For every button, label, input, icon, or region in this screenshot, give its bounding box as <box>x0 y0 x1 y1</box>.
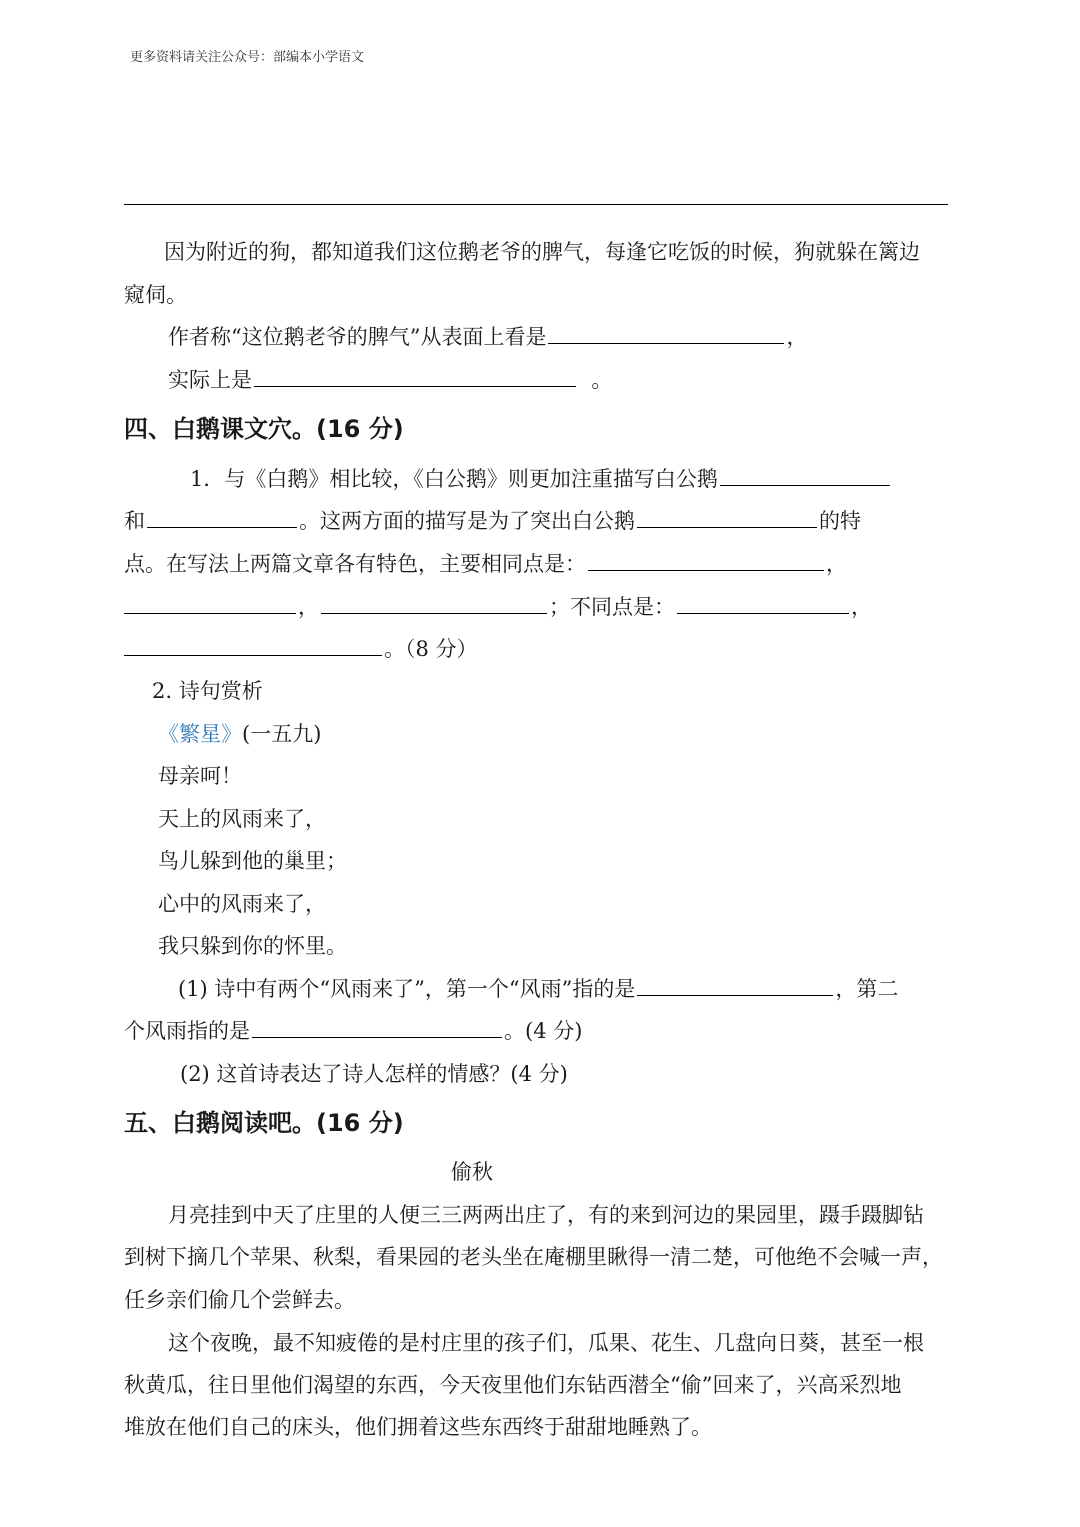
poem-title-link[interactable]: 《繁星》 <box>158 722 242 746</box>
s4-q1-line4 <box>124 593 872 621</box>
question-text: (1) 诗中有两个“风雨来了”，第一个“风雨”指的是 <box>178 977 636 1001</box>
story-line: 任乡亲们偷几个尝鲜去。 <box>124 1288 355 1312</box>
score-note: 。（8 分） <box>384 637 478 661</box>
s4-q1-line1 <box>190 465 892 493</box>
s4-q1-line3 <box>124 550 847 578</box>
s4-sub2: (2) 这首诗表达了诗人怎样的情感？(4 分) <box>180 1062 568 1086</box>
question-text: 。这两方面的描写是为了突出白公鹅 <box>299 509 635 533</box>
poem-line: 鸟儿躲到他的巢里； <box>158 849 347 873</box>
story-line: 月亮挂到中天了庄里的人便三三两两出庄了，有的来到河边的果园里，蹑手蹑脚钻 <box>168 1203 924 1227</box>
question-text: ；不同点是： <box>549 595 675 619</box>
answer-blank[interactable] <box>321 595 547 614</box>
prior-question-line2 <box>168 366 612 394</box>
question-text: 点。在写法上两篇文章各有特色，主要相同点是： <box>124 552 586 576</box>
poem-line: 母亲呵！ <box>158 764 242 788</box>
story-line: 到树下摘几个苹果、秋梨，看果园的老头坐在庵棚里瞅得一清二楚，可他绝不会喊一声， <box>124 1245 943 1269</box>
page-header: 更多资料请关注公众号：部编本小学语文 <box>130 50 365 65</box>
section-4-title: 四、白鹅课文穴。(16 分) <box>124 415 404 443</box>
punct: ， <box>851 595 872 619</box>
prior-paragraph-line2: 窥伺。 <box>124 283 187 307</box>
punct: ， <box>826 552 847 576</box>
punct: 。 <box>591 368 613 392</box>
answer-blank[interactable] <box>637 509 817 528</box>
question-text: 作者称“这位鹅老爷的脾气”从表面上看是 <box>168 325 547 349</box>
s4-sub1-line1 <box>178 975 898 1003</box>
score-note: 。(4 分) <box>504 1019 583 1043</box>
story-line: 堆放在他们自己的床头，他们拥着这些东西终于甜甜地睡熟了。 <box>124 1415 712 1439</box>
answer-blank[interactable] <box>124 595 296 614</box>
story-line: 这个夜晚，最不知疲倦的是村庄里的孩子们，瓜果、花生、几盘向日葵，甚至一根 <box>168 1331 924 1355</box>
story-title: 偷秋 <box>451 1160 493 1184</box>
question-text: 个风雨指的是 <box>124 1019 250 1043</box>
answer-blank[interactable] <box>252 1019 502 1038</box>
answer-blank[interactable] <box>720 467 890 486</box>
poem-line: 心中的风雨来了， <box>158 892 326 916</box>
section-5-title: 五、白鹅阅读吧。(16 分) <box>124 1109 404 1137</box>
poem-number: (一五九) <box>242 722 322 746</box>
answer-rule-line <box>124 204 948 205</box>
prior-question-line1 <box>168 323 807 351</box>
punct: ， <box>786 325 808 349</box>
s4-q1-line2 <box>124 507 861 535</box>
answer-blank[interactable] <box>548 325 784 344</box>
question-text: 1．与《白鹅》相比较，《白公鹅》则更加注重描写白公鹅 <box>190 467 718 491</box>
question-text: 实际上是 <box>168 368 252 392</box>
answer-blank[interactable] <box>147 509 297 528</box>
prior-paragraph-line1: 因为附近的狗，都知道我们这位鹅老爷的脾气，每逢它吃饭的时候，狗就躲在篱边 <box>164 240 920 264</box>
answer-blank[interactable] <box>254 368 576 387</box>
story-line: 秋黄瓜，往日里他们渴望的东西，今天夜里他们东钻西潜全“偷”回来了，兴高采烈地 <box>124 1373 902 1397</box>
s4-q2-title: 2. 诗句赏析 <box>152 679 263 703</box>
answer-blank[interactable] <box>677 595 849 614</box>
answer-blank[interactable] <box>124 637 382 656</box>
s4-sub1-line2 <box>124 1017 582 1045</box>
question-text: 的特 <box>819 509 861 533</box>
punct: ， <box>298 595 319 619</box>
answer-blank[interactable] <box>637 977 833 996</box>
s4-q1-line5 <box>124 635 478 663</box>
question-text: ，第二 <box>835 977 899 1001</box>
answer-blank[interactable] <box>588 552 824 571</box>
poem-title <box>158 720 321 748</box>
poem-line: 我只躲到你的怀里。 <box>158 934 347 958</box>
poem-line: 天上的风雨来了， <box>158 807 326 831</box>
question-text: 和 <box>124 509 145 533</box>
